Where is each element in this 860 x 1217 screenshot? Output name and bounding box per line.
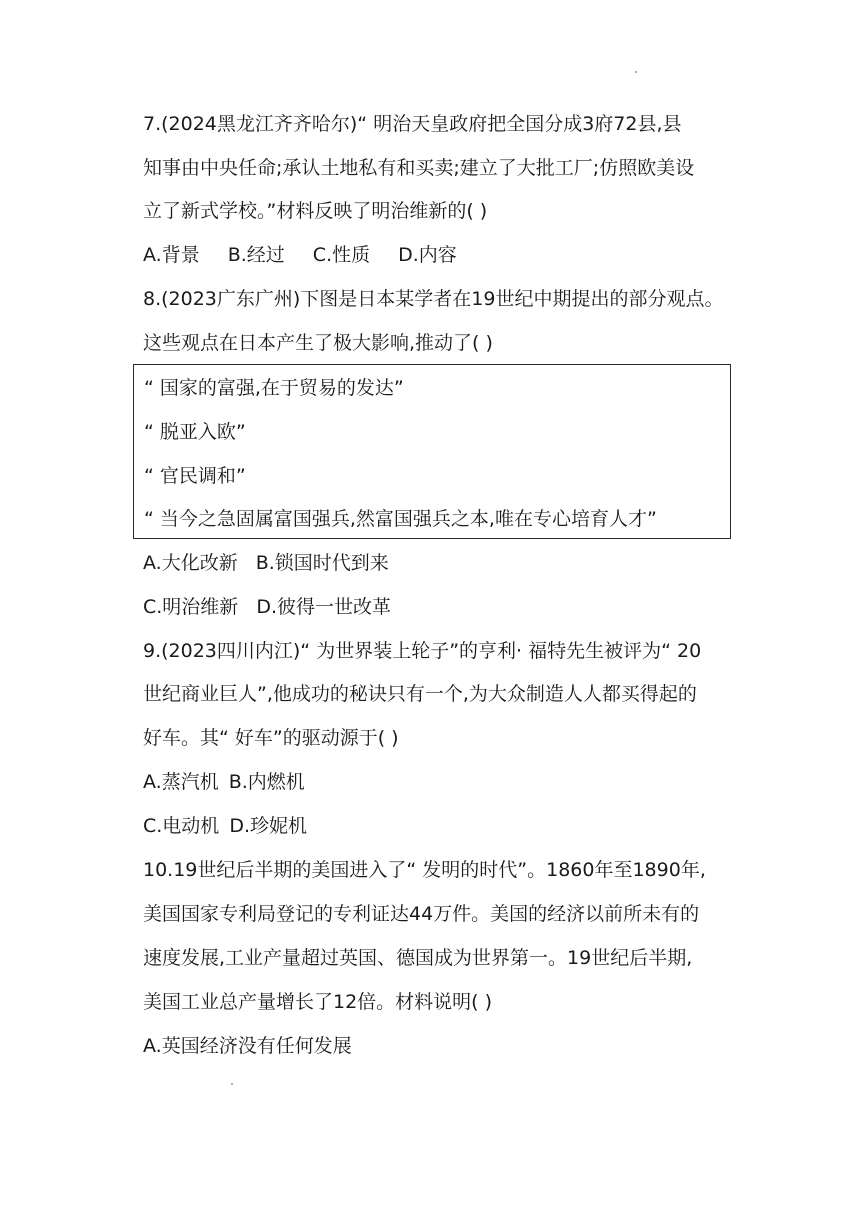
q9-option-d[interactable]: D.珍妮机 xyxy=(229,815,307,837)
q7-stem-line-2: 知事由中央任命;承认土地私有和买卖;建立了大批工厂;仿照欧美设 xyxy=(143,157,695,179)
q8-options-row-2 xyxy=(143,595,391,619)
q8-stem-line-1: 8.(2023广东广州)下图是日本某学者在19世纪中期提出的部分观点。 xyxy=(143,288,724,310)
q8-option-d[interactable]: D.彼得一世改革 xyxy=(256,596,391,618)
q8-quote-box xyxy=(133,364,731,539)
q10-stem-line-3: 速度发展,工业产量超过英国、德国成为世界第一。19世纪后半期, xyxy=(143,947,693,969)
q8-stem-line-2: 这些观点在日本产生了极大影响,推动了( ) xyxy=(143,332,493,354)
q10-stem-line-4: 美国工业总产量增长了12倍。材料说明( ) xyxy=(143,991,493,1013)
q7-option-d[interactable]: D.内容 xyxy=(398,244,457,266)
q9-stem-line-3: 好车。其“ 好车”的驱动源于( ) xyxy=(143,727,399,749)
q10-stem-line-1: 10.19世纪后半期的美国进入了“ 发明的时代”。1860年至1890年, xyxy=(143,859,706,881)
q9-stem-line-1: 9.(2023四川内江)“ 为世界装上轮子”的亨利· 福特先生被评为“ 20 xyxy=(143,640,702,662)
q8-option-b[interactable]: B.锁国时代到来 xyxy=(255,552,389,574)
q9-option-b[interactable]: B.内燃机 xyxy=(228,771,305,793)
q7-stem-line-1: 7.(2024黑龙江齐齐哈尔)“ 明治天皇政府把全国分成3府72县,县 xyxy=(143,113,682,135)
scan-speck-top xyxy=(635,71,637,73)
q7-stem-line-3: 立了新式学校。”材料反映了明治维新的( ) xyxy=(143,200,488,222)
q8-quote-1: “ 国家的富强,在于贸易的发达” xyxy=(144,377,404,399)
q9-options-row-2 xyxy=(143,814,307,838)
q8-quote-2: “ 脱亚入欧” xyxy=(144,421,246,443)
scan-speck-bottom xyxy=(231,1083,233,1085)
q9-stem-line-2: 世纪商业巨人”,他成功的秘诀只有一个,为大众制造人人都买得起的 xyxy=(143,683,697,705)
q10-stem-line-2: 美国国家专利局登记的专利证达44万件。美国的经济以前所未有的 xyxy=(143,903,700,925)
q9-option-a[interactable]: A.蒸汽机 xyxy=(143,771,219,793)
q9-options-row-1 xyxy=(143,770,305,794)
q7-option-c[interactable]: C.性质 xyxy=(312,244,371,266)
q9-option-c[interactable]: C.电动机 xyxy=(143,815,220,837)
q10-option-a[interactable]: A.英国经济没有任何发展 xyxy=(143,1035,352,1057)
q7-option-b[interactable]: B.经过 xyxy=(227,244,285,266)
q8-quote-3: “ 官民调和” xyxy=(144,465,246,487)
q7-option-a[interactable]: A.背景 xyxy=(143,244,200,266)
q8-option-a[interactable]: A.大化改新 xyxy=(143,552,238,574)
q8-option-c[interactable]: C.明治维新 xyxy=(143,596,239,618)
q7-options xyxy=(143,243,457,267)
q8-quote-4: “ 当今之急固属富国强兵,然富国强兵之本,唯在专心培育人才” xyxy=(144,508,657,530)
q8-options-row-1 xyxy=(143,551,389,575)
